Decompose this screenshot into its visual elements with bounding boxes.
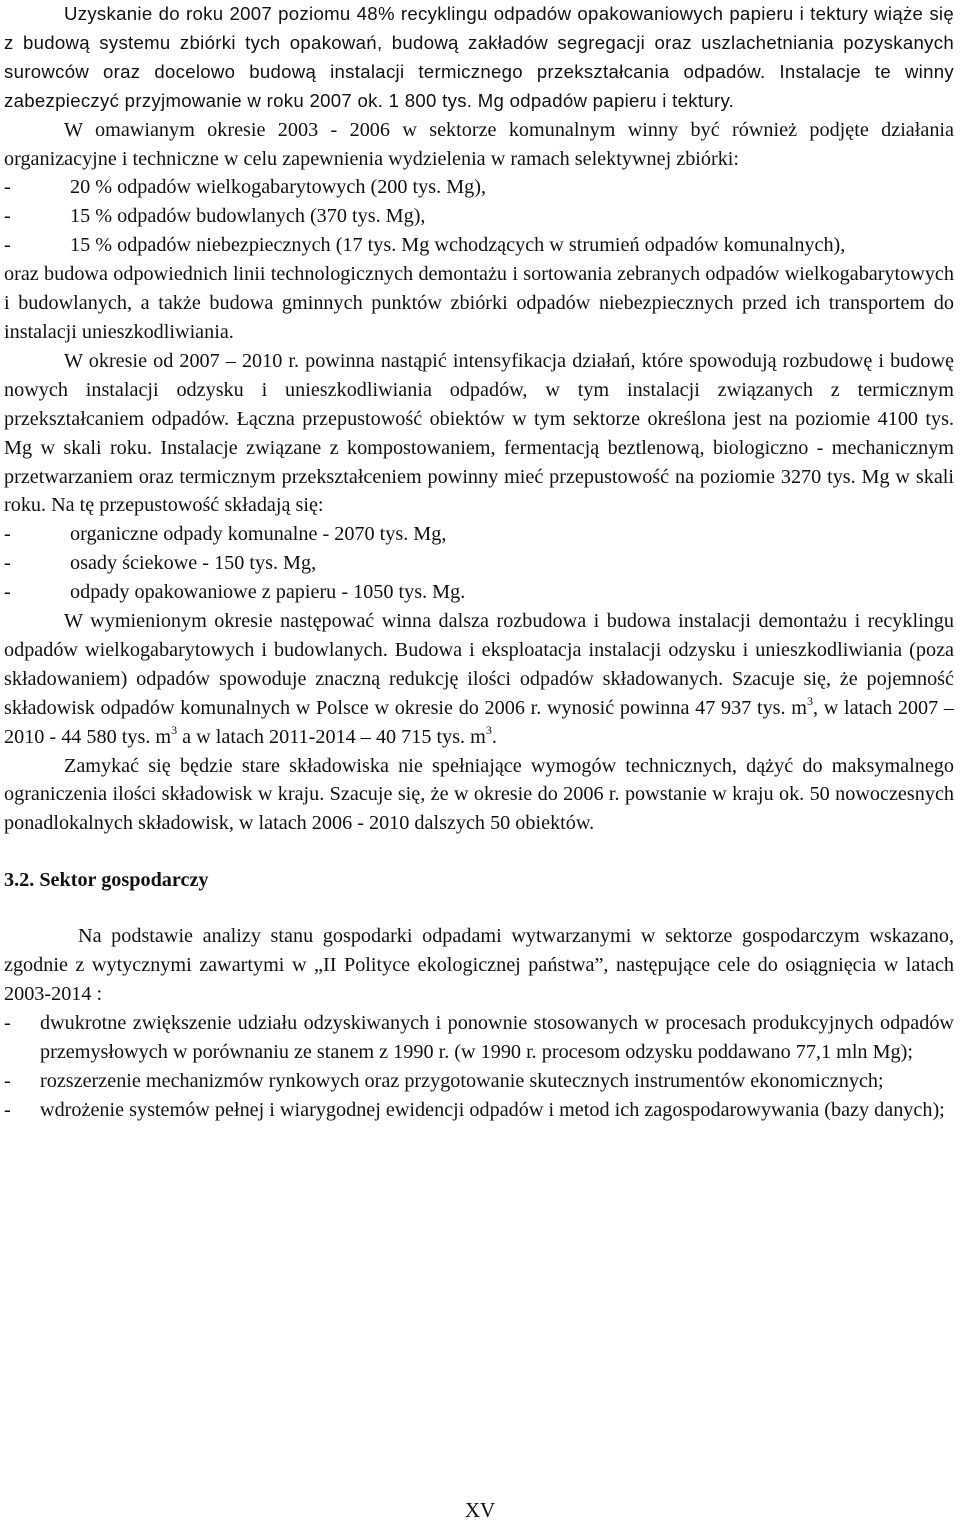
list-item	[4, 1009, 954, 1067]
list-item-text: osady ściekowe - 150 tys. Mg,	[70, 552, 317, 575]
document-page	[4, 0, 954, 1125]
page-number: XV	[464, 1498, 496, 1522]
list-item	[4, 231, 954, 260]
list-dash: -	[4, 1069, 11, 1092]
paragraph-landfill-capacity	[4, 607, 954, 752]
list-dash: -	[4, 1011, 11, 1034]
list-item	[4, 1067, 954, 1096]
list-dash: -	[4, 552, 11, 575]
list-item-text: 15 % odpadów budowlanych (370 tys. Mg),	[70, 205, 426, 228]
superscript: 3	[806, 693, 813, 708]
paragraph-2007-2010: W okresie od 2007 – 2010 r. powinna nastąpić intensyfikacja działań, które spowodują rozbudowę i budowę nowych instalacji odzysku i unieszkodliwiania odpadów, w tym instalacji związanych z termicznym przekształcaniem odpadów. Łączna przepustowość obiektów w tym sektorze określona jest na poziomie 4100 tys. Mg w skali roku. Instalacje związane z kompostowaniem, fermentacją beztlenową, biologiczno - mechanicznym przetwarzaniem oraz termicznym przekształceniem powinny mieć przepustowość na poziomie 3270 tys. Mg w skali roku. Na tę przepustowość składają się:	[4, 349, 954, 517]
list-item-text: rozszerzenie mechanizmów rynkowych oraz przygotowanie skutecznych instrumentów ekonomicznych;	[40, 1069, 884, 1092]
text-segment: a w latach 2011-2014 – 40 715 tys. m	[177, 725, 486, 748]
list-item-text: 15 % odpadów niebezpiecznych (17 tys. Mg wchodzących w strumień odpadów komunalnych),	[70, 234, 846, 257]
list-item-text: organiczne odpady komunalne - 2070 tys. Mg,	[70, 523, 447, 546]
list-item	[4, 578, 954, 607]
list-item-text: wdrożenie systemów pełnej i wiarygodnej ewidencji odpadów i metod ich zagospodarowywania (bazy danych);	[40, 1098, 945, 1121]
superscript: 3	[485, 722, 492, 737]
paragraph-economic-sector: Na podstawie analizy stanu gospodarki odpadami wytwarzanymi w sektorze gospodarczym wskazano, zgodnie z wytycznymi zawartymi w „II Polityce ekologicznej państwa”, następujące cele do osiągnięcia w latach 2003-2014 :	[4, 925, 954, 1005]
text-segment: .	[491, 725, 497, 748]
list-item	[4, 549, 954, 578]
list-dash: -	[4, 523, 11, 546]
paragraph-recycling-target: Uzyskanie do roku 2007 poziomu 48% recyklingu odpadów opakowaniowych papieru i tektury wiąże się z budową systemu zbiórki tych opakowań, budową zakładów segregacji oraz uszlachetniania pozyskanych surowców oraz docelowo budową instalacji termicznego przekształcania odpadów. Instalacje te winny zabezpieczyć przyjmowanie w roku 2007 ok. 1 800 tys. Mg odpadów papieru i tektury.	[4, 3, 954, 111]
paragraph-landfill-closure: Zamykać się będzie stare składowiska nie spełniające wymogów technicznych, dążyć do maksymalnego ograniczenia ilości składowisk w kraju. Szacuje się, że w okresie do 2006 r. powstanie w kraju ok. 50 nowoczesnych ponadlokalnych składowisk, w latach 2006 - 2010 dalszych 50 obiektów.	[4, 754, 954, 835]
list-item	[4, 173, 954, 202]
list-dash: -	[4, 234, 11, 257]
list-capacity-components	[4, 520, 954, 607]
superscript: 3	[171, 722, 178, 737]
list-dash: -	[4, 205, 11, 228]
list-item-text: odpady opakowaniowe z papieru - 1050 tys. Mg.	[70, 581, 466, 604]
list-goals	[4, 1009, 954, 1125]
list-item	[4, 520, 954, 549]
section-heading: 3.2. Sektor gospodarczy	[4, 869, 209, 892]
list-item-text: dwukrotne zwiększenie udziału odzyskiwanych i ponownie stosowanych w procesach produkcyjnych odpadów przemysłowych w porównaniu ze stanem z 1990 r. (w 1990 r. procesom odzysku poddawano 77,1 mln Mg);	[40, 1011, 954, 1063]
list-dash: -	[4, 176, 11, 199]
list-selective-collection	[4, 173, 954, 260]
text-segment: , w latach 2007 – 2010 - 44 580 tys. m	[4, 696, 954, 748]
paragraph-municipal-sector: W omawianym okresie 2003 - 2006 w sektorze komunalnym winny być również podjęte działania organizacyjne i techniczne w celu zapewnienia wydzielenia w ramach selektywnej zbiórki:	[4, 118, 954, 170]
list-item	[4, 202, 954, 231]
paragraph-dismantling-lines: oraz budowa odpowiednich linii technologicznych demontażu i sortowania zebranych odpadów wielkogabarytowych i budowlanych, a także budowa gminnych punktów zbiórki odpadów niebezpiecznych przed ich transportem do instalacji unieszkodliwiania.	[4, 263, 954, 343]
list-dash: -	[4, 1098, 11, 1121]
list-item-text: 20 % odpadów wielkogabarytowych (200 tys. Mg),	[70, 176, 487, 199]
list-item	[4, 1096, 954, 1125]
text-segment: W wymienionym okresie następować winna dalsza rozbudowa i budowa instalacji demontażu i recyklingu odpadów wielkogabarytowych i budowlanych. Budowa i eksploatacja instalacji odzysku i unieszkodliwiania (poza składowaniem) odpadów spowoduje znaczną redukcję ilości odpadów składowanych. Szacuje się, że pojemność składowisk odpadów komunalnych w Polsce w okresie do 2006 r. wynosić powinna 47 937 tys. m	[4, 610, 954, 719]
list-dash: -	[4, 581, 11, 604]
